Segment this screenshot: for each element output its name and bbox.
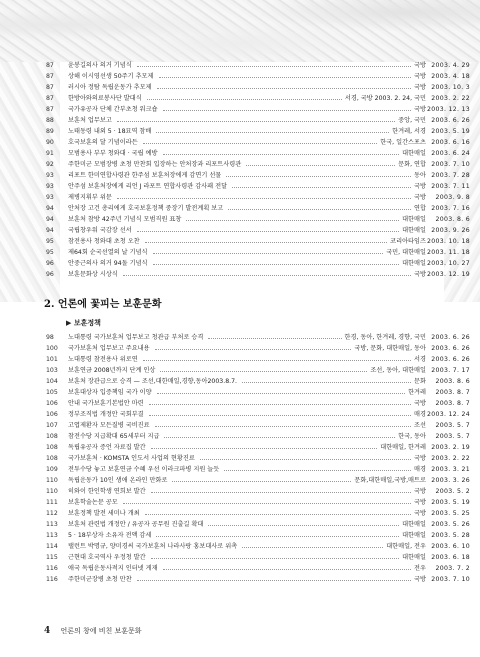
entry-leader-dots	[163, 110, 411, 111]
entry-page-number: 93	[46, 183, 54, 190]
entry-source: 대한매일, 전우	[386, 543, 426, 550]
entry-source: 국방	[414, 576, 426, 583]
entry-source: 국방	[414, 400, 426, 407]
entry-page-number: 104	[46, 378, 58, 385]
entry-source: 한겨레, 서경	[392, 128, 426, 135]
entry-page-number: 111	[46, 499, 58, 506]
entry-date: 2003. 10. 18	[427, 238, 470, 245]
sub-heading: ▶ 보훈정책	[66, 319, 101, 327]
entry-page-number: 113	[46, 532, 58, 539]
entry-title: 독립유공자 증언 자료집 발간	[68, 444, 146, 451]
entry-leader-dots	[117, 121, 395, 122]
entry-leader-dots	[163, 154, 400, 155]
entry-page-number: 112	[46, 510, 58, 517]
entry-page-number: 115	[46, 554, 58, 561]
entry-page-number: 110	[46, 477, 58, 484]
entry-source: 대한매일	[402, 227, 426, 234]
entry-source: 한겨레	[408, 389, 426, 396]
contents-entry	[46, 453, 470, 464]
entry-leader-dots	[156, 132, 389, 133]
entry-leader-dots	[143, 143, 378, 144]
entry-title: 한방아와의료봉사단 발대식	[68, 95, 142, 102]
entry-page-number: 116	[46, 565, 58, 572]
contents-entry	[46, 225, 470, 236]
entry-page-number: 98	[46, 334, 54, 341]
entry-source: 서경, 국방 2003. 2. 24, 국민	[344, 95, 426, 102]
entry-date: 2003. 12. 13	[427, 106, 470, 113]
entry-date: 2003. 5. 28	[431, 532, 470, 539]
entry-leader-dots	[208, 338, 341, 339]
entry-source: 국방	[414, 73, 426, 80]
entry-leader-dots	[242, 547, 383, 548]
entry-source: 국방	[414, 183, 426, 190]
entry-page-number: 95	[46, 238, 54, 245]
entry-date: 2003. 5. 7	[435, 433, 470, 440]
contents-entry	[46, 530, 470, 541]
entry-page-number: 94	[46, 216, 54, 223]
entry-title: 보훈처 장관급으로 승격 — 조선,대한매일,경향,동아2003.8.7.	[68, 378, 238, 385]
entry-title: 보훈학술논문 공모	[68, 499, 118, 506]
entry-date: 2003. 5. 25	[431, 510, 470, 517]
entry-title: 전투수당 놓고 보훈연금 수혜 우선 이라크파병 지원 늘듯	[68, 466, 220, 473]
entry-leader-dots	[164, 437, 395, 438]
contents-entry	[46, 203, 470, 214]
entry-leader-dots	[137, 580, 411, 581]
entry-date: 2003. 10. 3	[431, 84, 470, 91]
entry-page-number: 96	[46, 260, 54, 267]
contents-entry	[46, 409, 470, 420]
contents-entry	[46, 442, 470, 453]
entry-title: 호국보훈의 달 기념이라든	[68, 139, 138, 146]
contents-entry	[46, 508, 470, 519]
contents-entry	[46, 574, 470, 585]
entry-leader-dots	[153, 264, 400, 265]
footer-title: 언론의 창에 비친 보훈문화	[60, 627, 142, 635]
entry-leader-dots	[224, 470, 411, 471]
contents-entry	[46, 563, 470, 574]
entry-date: 2003. 3. 26	[431, 477, 470, 484]
entry-page-number: 108	[46, 455, 58, 462]
entry-date: 2003. 6. 26	[431, 117, 470, 124]
contents-entry	[46, 148, 470, 159]
contents-list-bottom	[46, 332, 470, 585]
page-footer	[44, 626, 142, 636]
entry-title: 히와이 한인학생 연희보 발간	[68, 488, 146, 495]
entry-date: 2003. 5. 2	[435, 488, 470, 495]
entry-date: 2003. 8. 7	[435, 389, 470, 396]
contents-entry	[46, 464, 470, 475]
entry-source: 문화, 연합	[398, 161, 426, 168]
entry-source: 대한매일	[402, 554, 426, 561]
entry-source: 국방, 문화, 대한매일, 동아	[354, 345, 426, 352]
entry-date: 2003. 2. 19	[431, 444, 470, 451]
entry-date: 2003. 10. 27	[427, 260, 470, 267]
contents-entry	[46, 541, 470, 552]
entry-leader-dots	[149, 404, 411, 405]
entry-title: 제병지휘부 위문	[68, 194, 112, 201]
entry-page-number: 106	[46, 400, 58, 407]
entry-page-number: 107	[46, 422, 58, 429]
entry-date: 2003. 2. 22	[431, 455, 470, 462]
entry-page-number: 89	[46, 128, 54, 135]
entry-title: 정부조직법 개정안 국회부결	[68, 411, 144, 418]
entry-leader-dots	[137, 231, 399, 232]
entry-leader-dots	[149, 415, 411, 416]
entry-leader-dots	[117, 198, 411, 199]
entry-source: 국방	[414, 271, 426, 278]
contents-entry	[46, 247, 470, 258]
entry-page-number: 110	[46, 488, 58, 495]
entry-date: 2003. 7. 2	[435, 565, 470, 572]
entry-leader-dots	[137, 66, 411, 67]
entry-title: 고엽제환자 모든질병 국비진료	[68, 422, 150, 429]
entry-leader-dots	[200, 459, 411, 460]
contents-entry	[46, 236, 470, 247]
entry-page-number: 91	[46, 150, 54, 157]
entry-title: 모범용사 부부 청와대 · 국립 예방	[68, 150, 158, 157]
entry-source: 국방	[414, 194, 426, 201]
entry-leader-dots	[242, 382, 411, 383]
entry-title: 5 · 18부상자 소유자 전액 감세	[68, 532, 152, 539]
entry-page-number: 90	[46, 139, 54, 146]
contents-entry	[46, 343, 470, 354]
entry-page-number: 87	[46, 73, 54, 80]
entry-title: 안중근의사 의거 94돌 기념식	[68, 260, 148, 267]
contents-entry	[46, 258, 470, 269]
entry-leader-dots	[159, 77, 412, 78]
entry-date: 2003. 9. 8	[435, 194, 470, 201]
entry-source: 조선	[414, 422, 426, 429]
entry-source: 국방	[414, 62, 426, 69]
contents-entry	[46, 376, 470, 387]
entry-source: 중앙, 국민	[398, 117, 426, 124]
entry-source: 국방	[414, 455, 426, 462]
entry-date: 2003. 6. 26	[431, 356, 470, 363]
entry-title: 국가보훈처 업무보고 주요내용	[68, 345, 150, 352]
entry-title: 안처장 고건 총리에게 호국보훈정책 중장기 발전계획 보고	[68, 205, 224, 212]
entry-leader-dots	[226, 176, 411, 177]
contents-entry	[46, 192, 470, 203]
entry-title: 보훈대상자 입증책임 국가 이양	[68, 389, 152, 396]
entry-title: 보훈처 업무보고	[68, 117, 112, 124]
contents-entry	[46, 137, 470, 148]
entry-leader-dots	[163, 569, 411, 570]
entry-source: 매경	[414, 411, 426, 418]
entry-date: 2003. 5. 19	[431, 128, 470, 135]
contents-entry	[46, 170, 470, 181]
entry-source: 대한매일, 한겨레	[380, 444, 426, 451]
entry-source: 대한매일	[402, 532, 426, 539]
entry-title: 제64회 순국선열의 날 기념식	[68, 249, 148, 256]
entry-leader-dots	[157, 393, 405, 394]
entry-leader-dots	[151, 558, 399, 559]
entry-title: 안내 국가보훈기본법안 마련	[68, 400, 144, 407]
contents-entry	[46, 159, 470, 170]
contents-entry	[46, 214, 470, 225]
contents-entry	[46, 126, 470, 137]
contents-entry	[46, 431, 470, 442]
entry-leader-dots	[172, 481, 351, 482]
entry-title: 상해 이시영선생 50주기 추모제	[68, 73, 154, 80]
entry-title: 주한미군장병 초청 만찬	[68, 576, 132, 583]
entry-source: 대한매일	[402, 521, 426, 528]
entry-source: 한국, 동아	[398, 433, 426, 440]
entry-leader-dots	[160, 371, 367, 372]
entry-title: 국립창우워 국감장 선서	[68, 227, 132, 234]
entry-date: 2003. 7. 16	[431, 205, 470, 212]
entry-leader-dots	[147, 99, 342, 100]
entry-title: 탤런트 박명규, 양미경씨 국가보훈처 나라사랑 홍보대사로 위촉	[68, 543, 238, 550]
entry-date: 2003. 8. 6	[435, 216, 470, 223]
contents-entry	[46, 552, 470, 563]
entry-date: 2003. 6. 18	[431, 554, 470, 561]
entry-page-number: 87	[46, 84, 54, 91]
contents-entry	[46, 332, 470, 343]
entry-source: 문화	[414, 378, 426, 385]
entry-source: 대한매일	[402, 150, 426, 157]
entry-page-number: 95	[46, 249, 54, 256]
contents-entry	[46, 475, 470, 486]
contents-entry	[46, 519, 470, 530]
header-texture	[0, 0, 480, 62]
entry-leader-dots	[232, 187, 411, 188]
entry-title: 보훈처 참방 42주년 기념식 모범직원 표창	[68, 216, 182, 223]
entry-source: 국방	[414, 84, 426, 91]
entry-date: 2003. 5. 19	[431, 499, 470, 506]
entry-title: 보훈연금 2008년까지 단계 인상	[68, 367, 156, 374]
entry-title: 러시아 정탐 독립운동가 추모제	[68, 84, 152, 91]
entry-page-number: 109	[46, 466, 58, 473]
contents-entry	[46, 71, 470, 82]
entry-leader-dots	[153, 253, 384, 254]
entry-date: 2003. 6. 26	[431, 345, 470, 352]
entry-date: 2003. 8. 7	[435, 400, 470, 407]
entry-source: 한국, 일간스포츠	[380, 139, 426, 146]
entry-date: 2003. 7. 11	[431, 183, 470, 190]
contents-entry	[46, 420, 470, 431]
entry-date: 2003. 7. 17	[431, 367, 470, 374]
entry-title: 노태동령 내외 5 · 18묘역 참배	[68, 128, 152, 135]
entry-source: 서경	[414, 356, 426, 363]
entry-date: 2003. 6. 10	[431, 543, 470, 550]
entry-leader-dots	[145, 242, 387, 243]
entry-date: 2003. 7. 10	[431, 576, 470, 583]
contents-entry	[46, 354, 470, 365]
entry-source: 국방	[414, 488, 426, 495]
entry-page-number: 116	[46, 576, 58, 583]
entry-date: 2003. 7. 28	[431, 172, 470, 179]
entry-page-number: 94	[46, 227, 54, 234]
entry-leader-dots	[123, 503, 411, 504]
contents-entry	[46, 269, 470, 280]
entry-source: 국방	[414, 106, 426, 113]
entry-date: 2003. 12. 19	[427, 271, 470, 278]
entry-source: 국민, 대한매일	[386, 249, 426, 256]
entry-page-number: 108	[46, 433, 58, 440]
entry-source: 대한매일	[402, 260, 426, 267]
entry-date: 2003. 6. 24	[431, 150, 470, 157]
entry-leader-dots	[123, 275, 411, 276]
entry-leader-dots	[157, 88, 411, 89]
entry-source: 대한매일	[402, 216, 426, 223]
entry-source: 코리아타임즈	[390, 238, 426, 245]
entry-source: 국방	[414, 510, 426, 517]
entry-date: 2003. 8. 6	[435, 378, 470, 385]
entry-title: 참전수당 지급확대 65세부터 지급	[68, 433, 160, 440]
contents-entry	[46, 82, 470, 93]
entry-page-number: 105	[46, 389, 58, 396]
entry-page-number: 103	[46, 367, 58, 374]
contents-entry	[46, 104, 470, 115]
entry-leader-dots	[156, 536, 399, 537]
entry-date: 2003. 9. 26	[431, 227, 470, 234]
entry-date: 2003. 2. 22	[431, 95, 470, 102]
entry-title: 주한미군 모범장병 초청 만찬회 입장하는 안처장과 리포트사령관	[68, 161, 242, 168]
entry-title: 윤봉길의사 의거 기념식	[68, 62, 132, 69]
entry-date: 2003. 3. 21	[431, 466, 470, 473]
entry-page-number: 93	[46, 172, 54, 179]
entry-date: 2003. 4. 18	[431, 73, 470, 80]
entry-leader-dots	[145, 514, 411, 515]
entry-leader-dots	[151, 492, 411, 493]
entry-page-number: 108	[46, 444, 58, 451]
entry-leader-dots	[208, 525, 399, 526]
entry-page-number: 113	[46, 521, 58, 528]
entry-title: 안주섬 보훈처장에게 리언 J 라포트 연합사령관 감사패 전달	[68, 183, 228, 190]
entry-date: 2003. 5. 7	[435, 422, 470, 429]
contents-entry	[46, 93, 470, 104]
entry-source: 동아	[414, 172, 426, 179]
contents-list-top	[46, 60, 470, 280]
entry-leader-dots	[151, 448, 378, 449]
entry-page-number: 114	[46, 543, 58, 550]
entry-date: 2003. 7. 10	[431, 161, 470, 168]
entry-title: 리포트 한미연합사령관 한주섬 보훈처장에게 감면기 선물	[68, 172, 222, 179]
entry-page-number: 92	[46, 161, 54, 168]
entry-title: 노대통령 국가보훈처 업무보고 청관급 부처로 승격	[68, 334, 204, 341]
page-number: 4	[44, 626, 51, 636]
entry-leader-dots	[155, 426, 411, 427]
entry-title: 애국 독립운동사적지 인터넷 게재	[68, 565, 158, 572]
section-heading: 2. 언론에 꽃피는 보훈문화	[44, 299, 162, 310]
entry-title: 보훈정책 발전 세미나 개최	[68, 510, 140, 517]
entry-title: 노대통령 참전용사 위로연	[68, 356, 138, 363]
entry-source: 국방	[414, 499, 426, 506]
entry-source: 조선, 동아, 대한매일	[370, 367, 426, 374]
contents-entry	[46, 181, 470, 192]
entry-date: 2003. 6. 26	[431, 334, 470, 341]
entry-title: 근현대 호국역사 우정청 발간	[68, 554, 146, 561]
entry-leader-dots	[186, 220, 399, 221]
entry-title: 보훈문화상 시상식	[68, 271, 118, 278]
contents-entry	[46, 497, 470, 508]
entry-page-number: 96	[46, 271, 54, 278]
entry-page-number: 88	[46, 117, 54, 124]
entry-page-number: 94	[46, 205, 54, 212]
contents-entry	[46, 486, 470, 497]
entry-date: 2003. 4. 29	[431, 62, 470, 69]
entry-page-number: 100	[46, 345, 58, 352]
contents-entry	[46, 398, 470, 409]
entry-title: 국가유공자 단체 간부초청 워크숍	[68, 106, 158, 113]
entry-title: 참전용사 청와대 초청 오찬	[68, 238, 140, 245]
contents-entry	[46, 365, 470, 376]
entry-page-number: 101	[46, 356, 58, 363]
entry-source: 한경, 동아, 한겨레, 경향, 국민	[344, 334, 426, 341]
entry-page-number: 106	[46, 411, 58, 418]
entry-title: 보훈처 관련법 개정안 / 유공자 공무원 진출길 확대	[68, 521, 204, 528]
entry-source: 전우	[414, 565, 426, 572]
entry-date: 2003. 11. 18	[427, 249, 470, 256]
entry-leader-dots	[155, 349, 352, 350]
entry-page-number: 87	[46, 62, 54, 69]
entry-source: 연합	[414, 205, 426, 212]
entry-date: 2003. 5. 26	[431, 521, 470, 528]
contents-entry	[46, 115, 470, 126]
entry-source: 문화,대한매일,국방,매트로	[354, 477, 426, 484]
contents-entry	[46, 60, 470, 71]
entry-leader-dots	[228, 209, 411, 210]
entry-date: 2003. 6. 16	[431, 139, 470, 146]
entry-title: 국가보훈처 · KOMSTA 인도서 사업의 현황진료	[68, 455, 195, 462]
entry-page-number: 87	[46, 95, 54, 102]
entry-date: 2003. 12. 24	[427, 411, 470, 418]
entry-title: 독립운동가 10인 생애 온라인 만화로	[68, 477, 168, 484]
entry-source: 매경	[414, 466, 426, 473]
entry-leader-dots	[143, 360, 411, 361]
entry-leader-dots	[246, 165, 395, 166]
entry-page-number: 93	[46, 194, 54, 201]
entry-page-number: 87	[46, 106, 54, 113]
contents-entry	[46, 387, 470, 398]
